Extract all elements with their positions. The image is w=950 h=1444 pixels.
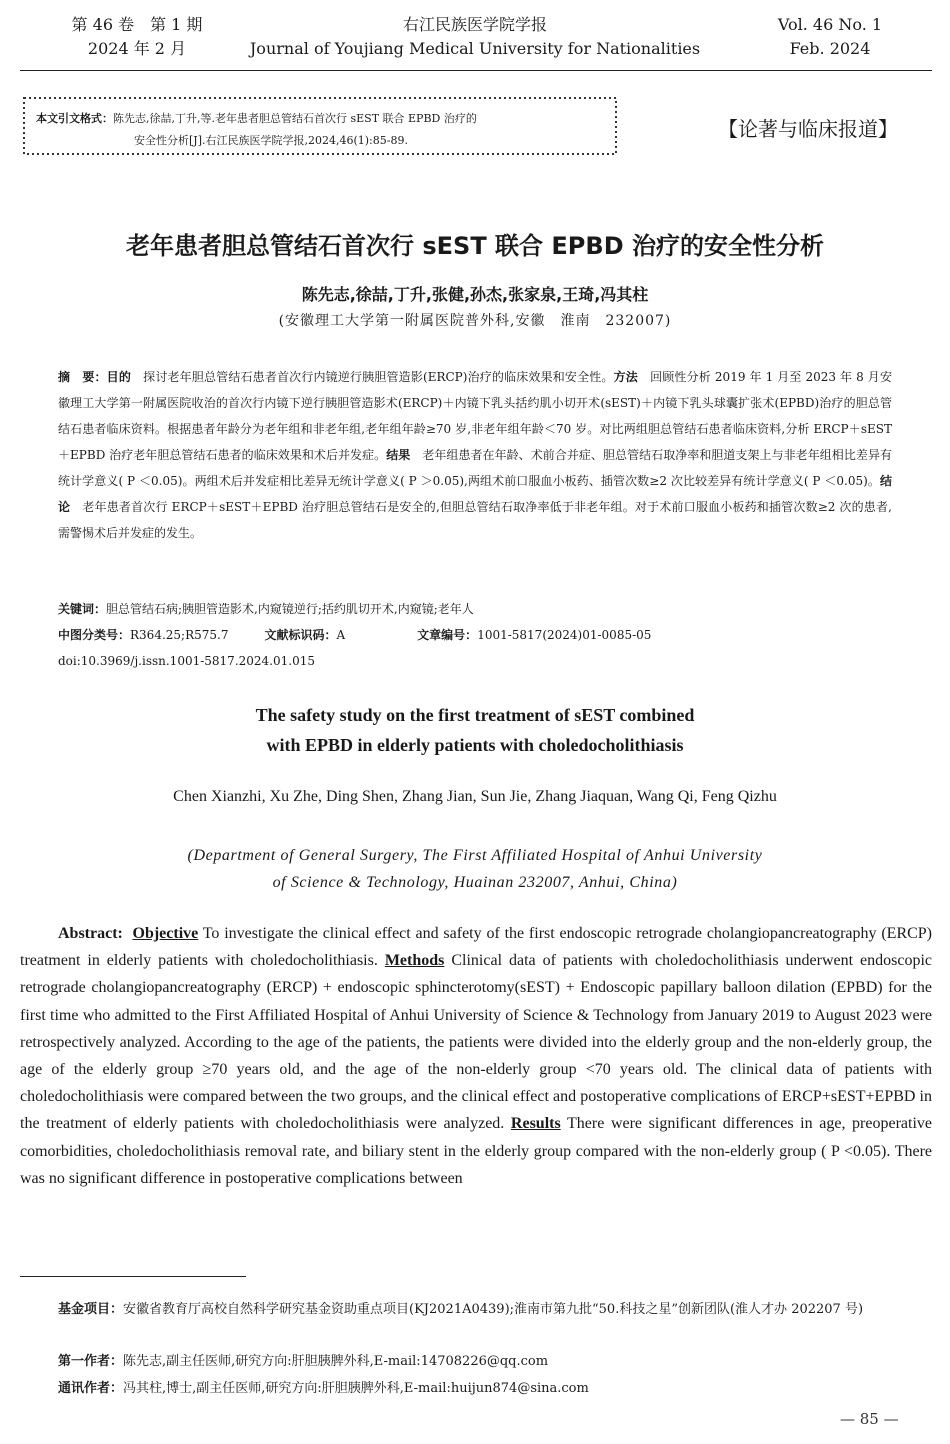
fund-label: 基金项目： — [58, 1302, 124, 1317]
header-rule — [20, 70, 932, 71]
doc-code-label: 文献标识码： — [264, 628, 337, 642]
title-en-line-2: with EPBD in elderly patients with choledocholithiasis — [266, 735, 684, 755]
clc-number: R364.25;R575.7 — [130, 628, 229, 642]
doc-code: A — [336, 628, 346, 642]
first-author-label: 第一作者： — [58, 1354, 124, 1369]
objective-label-cn: 目的 — [106, 370, 132, 384]
title-en — [0, 700, 950, 760]
authors-cn: 陈先志,徐喆,丁升,张健,孙杰,张家泉,王琦,冯其柱 — [301, 285, 649, 304]
affiliation-en-line-2: of Science & Technology, Huainan 232007, Anhui, China) — [272, 874, 678, 891]
column-tag: 【论著与临床报道】 — [718, 117, 898, 141]
affiliation-en — [0, 842, 950, 896]
doi: doi:10.3969/j.issn.1001-5817.2024.01.015 — [58, 654, 315, 668]
abstract-cn — [58, 364, 892, 546]
article-number: 1001-5817(2024)01-0085-05 — [477, 628, 652, 642]
citation-line-2: 安全性分析[J].右江民族医学院学报,2024,46(1):85-89. — [134, 134, 408, 147]
objective-text-en: To investigate the clinical effect and safety of the first endoscopic retrograde cholangiopancreatography (ERCP) treatment in elderly patients with choledocholithiasis. — [20, 925, 933, 970]
corresponding-label: 通讯作者： — [58, 1381, 124, 1396]
results-label-cn: 结果 — [386, 448, 411, 462]
date-en: Feb. 2024 — [789, 39, 871, 58]
journal-name-cn: 右江民族医学院学报 — [402, 15, 547, 34]
article-number-label: 文章编号： — [417, 628, 478, 642]
abstract-en-label: Abstract: — [58, 925, 123, 942]
first-author-footnote — [58, 1350, 932, 1374]
fund-text: 安徽省教育厅高校自然科学研究基金资助重点项目(KJ2021A0439);淮南市第九批“50.科技之星”创新团队(淮人才办 202207 号) — [123, 1302, 864, 1317]
conclusion-text-cn: 老年患者首次行 ERCP＋sEST＋EPBD 治疗胆总管结石是安全的,但胆总管结石取净率低于非老年组。对于术前口服血小板药和插管次数≥2 次的患者,需警惕术后并发症的发生。 — [58, 500, 892, 540]
citation-line-1: 陈先志,徐喆,丁升,等.老年患者胆总管结石首次行 sEST 联合 EPBD 治疗的 — [113, 112, 477, 125]
objective-text-cn: 探讨老年胆总管结石患者首次行内镜逆行胰胆管造影(ERCP)治疗的临床效果和安全性。 — [131, 370, 614, 384]
affiliation-cn: (安徽理工大学第一附属医院普外科,安徽 淮南 232007) — [278, 313, 672, 329]
objective-label-en: Objective — [132, 925, 199, 942]
clc-label: 中图分类号： — [58, 628, 131, 642]
abstract-cn-label: 摘 要： — [58, 370, 107, 384]
fund-footnote — [20, 1298, 932, 1322]
citation-format — [36, 108, 606, 152]
citation-label: 本文引文格式： — [36, 112, 113, 125]
keywords-text: 胆总管结石病;胰胆管造影术,内窥镜逆行;括约肌切开术,内窥镜;老年人 — [106, 602, 474, 616]
classification-line — [58, 622, 892, 648]
methods-label-cn: 方法 — [613, 370, 638, 384]
header-left — [62, 13, 212, 61]
results-text-cn: 老年组患者在年龄、术前合并症、胆总管结石取净率和胆道支架上与非老年组相比差异有统计学意义( P ＜0.05)。两组术后并发症相比差异无统计学意义( P ＞0.05),两组术前口服血小板药、插管次数≥2 次比较差异有统计学意义( P ＜0.05)。 — [58, 448, 892, 488]
corresponding-author-footnote — [58, 1377, 932, 1401]
methods-text-cn: 回顾性分析 2019 年 1 月至 2023 年 8 月安徽理工大学第一附属医院收治的首次行内镜下逆行胰胆管造影术(ERCP)＋内镜下乳头括约肌小切开术(sEST)＋内镜下乳头球囊扩张术(EPBD)治疗的胆总管结石患者临床资料。根据患者年龄分为老年组和非老年组,老年组年龄≥70 岁,非老年组年龄＜70 岁。对比两组胆总管结石患者临床资料,分析 ERCP＋sEST＋EPBD 治疗老年胆总管结石患者的临床效果和术后并发症。 — [58, 370, 892, 462]
header-right — [760, 13, 900, 61]
footnote-rule — [20, 1276, 246, 1277]
affiliation-en-line-1: (Department of General Surgery, The First Affiliated Hospital of Anhui University — [187, 847, 763, 864]
title-cn: 老年患者胆总管结石首次行 sEST 联合 EPBD 治疗的安全性分析 — [126, 232, 824, 260]
methods-label-en: Methods — [384, 952, 445, 970]
abstract-en — [20, 920, 932, 1192]
corresponding-text: 冯其柱,博士,副主任医师,研究方向:肝胆胰脾外科,E-mail:huijun874@sina.com — [123, 1381, 589, 1396]
keywords-label: 关键词： — [58, 602, 107, 616]
volume-en: Vol. 46 No. 1 — [777, 15, 883, 34]
journal-name-en: Journal of Youjiang Medical University for Nationalities — [249, 39, 701, 58]
first-author-text: 陈先志,副主任医师,研究方向:肝胆胰脾外科,E-mail:14708226@qq.com — [123, 1354, 549, 1369]
methods-text-en: Clinical data of patients with choledocholithiasis underwent endoscopic retrograde cholangiopancreatography (ERCP) + endoscopic sphincterotomy(sEST) + Endoscopic papillary balloon dilation (EPBD) for the first time who admitted to the First Affiliated Hospital of Anhui University of Science & Technology from January 2019 to August 2023 were retrospectively analyzed. According to the age of the patients, the patients were divided into the elderly group and the non-elderly group, the age of the elderly group ≥70 years old, and the age of the non-elderly group <70 years old. The clinical data of patients with choledocholithiasis were compared between the two groups, and the clinical effect and postoperative complications of ERCP+sEST+EPBD in the treatment of elderly patients with choledocholithiasis were analyzed. — [20, 952, 932, 1133]
page-number: — 85 — — [840, 1410, 899, 1428]
volume-cn: 第 46 卷 第 1 期 — [71, 15, 203, 34]
results-label-en: Results — [510, 1115, 561, 1133]
results-text-en: There were significant differences in age, preoperative comorbidities, choledocholithiasis removal rate, and biliary stent in the elderly group compared with the non-elderly group ( P <0.05). There was no significant difference in postoperative complications between — [20, 1115, 933, 1187]
date-cn: 2024 年 2 月 — [87, 39, 187, 58]
authors-en: Chen Xianzhi, Xu Zhe, Ding Shen, Zhang Jian, Sun Jie, Zhang Jiaquan, Wang Qi, Feng Qizhu — [173, 788, 777, 805]
conclusion-label-cn: 结论 — [58, 474, 892, 514]
keywords — [58, 596, 892, 622]
header-center — [230, 13, 720, 61]
title-en-line-1: The safety study on the first treatment of sEST combined — [255, 705, 695, 725]
